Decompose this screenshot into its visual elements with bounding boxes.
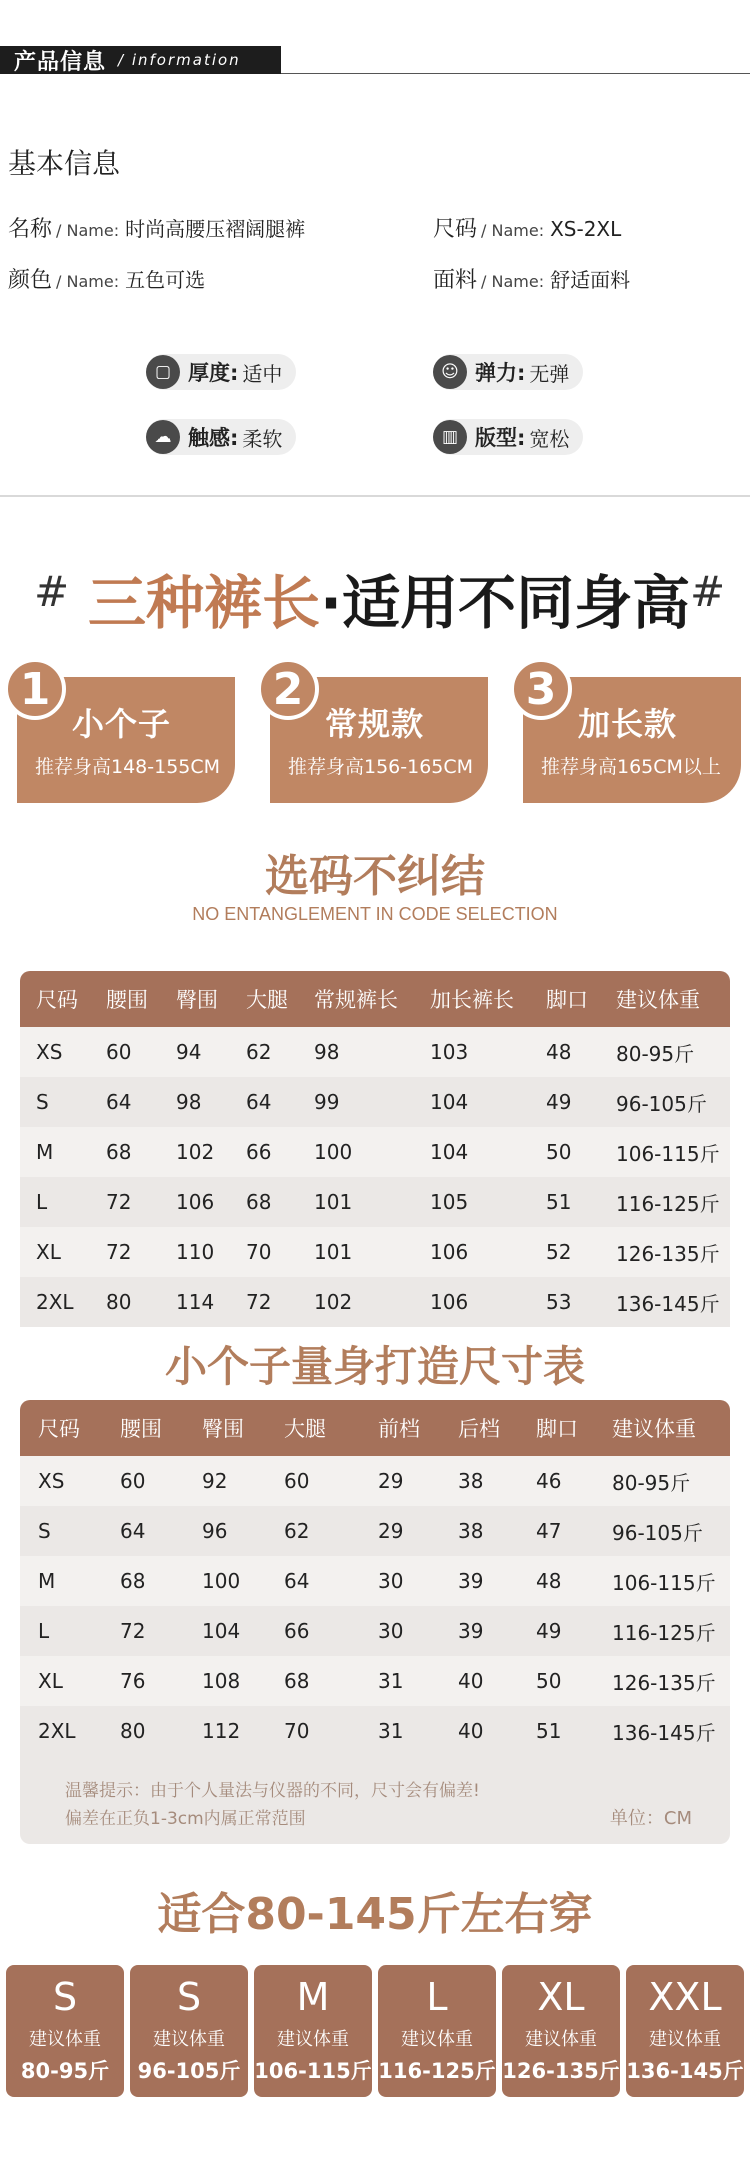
header-divider xyxy=(281,73,750,74)
table-cell: 60 xyxy=(284,1469,310,1493)
info-key: 面料 xyxy=(433,268,478,293)
column-header: 尺码 xyxy=(36,988,78,1012)
table-cell: 51 xyxy=(546,1190,572,1214)
weight-card-label: 建议体重 xyxy=(401,2029,473,2050)
info-name-label: / Name: xyxy=(481,221,545,240)
table-row xyxy=(20,1706,730,1756)
table-cell: 92 xyxy=(202,1469,228,1493)
table-note xyxy=(20,1756,730,1844)
table-row xyxy=(20,1077,730,1127)
table-cell: 50 xyxy=(546,1140,572,1164)
table-row xyxy=(20,1456,730,1506)
table-row xyxy=(20,1606,730,1656)
length-card-name: 小个子 xyxy=(72,705,172,743)
table-cell: 126-135斤 xyxy=(612,1670,716,1695)
column-header: 臀围 xyxy=(202,1417,244,1441)
table-cell: 106-115斤 xyxy=(616,1141,720,1166)
weight-card-size: S xyxy=(176,1975,202,2019)
column-header: 脚口 xyxy=(536,1417,578,1441)
table-cell: 66 xyxy=(246,1140,272,1164)
length-card-number: 3 xyxy=(510,658,572,720)
info-field-fabric xyxy=(433,263,630,294)
info-name-label: / Name: xyxy=(56,272,120,291)
table-header xyxy=(20,971,730,1027)
hash-right: # xyxy=(690,567,726,616)
table-cell: 29 xyxy=(378,1469,404,1493)
table-cell: 31 xyxy=(378,1669,404,1693)
column-header: 大腿 xyxy=(246,988,288,1012)
table-cell: 64 xyxy=(120,1519,146,1543)
info-name-label: / Name: xyxy=(481,272,545,291)
column-header: 建议体重 xyxy=(612,1417,696,1441)
weight-card xyxy=(130,1965,248,2097)
table-cell: L xyxy=(38,1619,50,1643)
attribute-key: 弹力: xyxy=(475,361,526,385)
table-cell: 72 xyxy=(246,1290,272,1314)
table-cell: 80 xyxy=(106,1290,132,1314)
fit-icon: ▥ xyxy=(433,420,467,454)
table-cell: 72 xyxy=(106,1190,132,1214)
note-tolerance: 偏差在正负1-3cm内属正常范围 xyxy=(65,1809,306,1829)
table-cell: 136-145斤 xyxy=(616,1291,720,1316)
column-header: 腰围 xyxy=(106,988,148,1012)
table-cell: S xyxy=(38,1519,51,1543)
weight-card xyxy=(254,1965,372,2097)
attribute-value: 柔软 xyxy=(242,426,283,451)
table-cell: 72 xyxy=(106,1240,132,1264)
section-header-subtitle: / information xyxy=(118,51,241,69)
petite-table-title: 小个子量身打造尺寸表 xyxy=(164,1342,585,1391)
note-tip: 温馨提示：由于个人量法与仪器的不同，尺寸会有偏差! xyxy=(65,1781,480,1801)
info-field-color xyxy=(8,263,205,294)
table-row xyxy=(20,1556,730,1606)
table-row xyxy=(20,1656,730,1706)
table-cell: 104 xyxy=(430,1090,469,1114)
table-cell: 98 xyxy=(314,1040,340,1064)
table-row xyxy=(20,1227,730,1277)
table-cell: 2XL xyxy=(38,1719,76,1743)
table-cell: 62 xyxy=(246,1040,272,1064)
table-cell: 48 xyxy=(546,1040,572,1064)
attribute-value: 宽松 xyxy=(529,426,570,451)
column-header: 臀围 xyxy=(176,988,218,1012)
table-cell: 106 xyxy=(176,1190,215,1214)
attribute-value: 适中 xyxy=(242,361,283,386)
table-cell: 96-105斤 xyxy=(616,1091,707,1116)
lengths-title-highlight: 三种裤长 xyxy=(88,569,321,637)
table-cell: 53 xyxy=(546,1290,572,1314)
table-cell: 80-95斤 xyxy=(612,1470,691,1495)
table-cell: 49 xyxy=(546,1090,572,1114)
touch-icon: ☁ xyxy=(146,420,180,454)
table-row xyxy=(20,1027,730,1077)
table-cell: 76 xyxy=(120,1669,146,1693)
attribute-key: 触感: xyxy=(188,426,239,450)
table-cell: 62 xyxy=(284,1519,310,1543)
weight-card-label: 建议体重 xyxy=(525,2029,597,2050)
section-divider xyxy=(0,495,750,497)
info-name-label: / Name: xyxy=(56,221,120,240)
weight-card-size: S xyxy=(52,1975,78,2019)
table-cell: 2XL xyxy=(36,1290,74,1314)
table-row xyxy=(20,1506,730,1556)
hash-left: # xyxy=(34,567,70,616)
length-card-name: 加长款 xyxy=(578,705,678,743)
table-cell: 50 xyxy=(536,1669,562,1693)
info-key: 颜色 xyxy=(8,268,53,293)
weight-card-size: XXL xyxy=(648,1975,722,2019)
table-cell: XS xyxy=(36,1040,63,1064)
column-header: 加长裤长 xyxy=(430,988,514,1012)
table-cell: 60 xyxy=(106,1040,132,1064)
size-section-title: 选码不纠结 xyxy=(265,851,485,902)
info-value: 时尚高腰压褶阔腿裤 xyxy=(125,217,306,241)
weight-card xyxy=(6,1965,124,2097)
table-header xyxy=(20,1400,730,1456)
attribute-thickness xyxy=(146,354,296,390)
table-cell: 94 xyxy=(176,1040,202,1064)
weight-card xyxy=(378,1965,496,2097)
table-cell: 46 xyxy=(536,1469,562,1493)
section-header-title: 产品信息 xyxy=(14,49,107,75)
table-cell: 100 xyxy=(202,1569,241,1593)
weight-card-range: 80-95斤 xyxy=(20,2059,110,2083)
lengths-title-dot: · xyxy=(320,569,343,637)
table-cell: 52 xyxy=(546,1240,572,1264)
table-cell: 30 xyxy=(378,1619,404,1643)
table-cell: XL xyxy=(36,1240,61,1264)
table-row xyxy=(20,1277,730,1327)
table-cell: 31 xyxy=(378,1719,404,1743)
thickness-icon: ▢ xyxy=(146,355,180,389)
table-cell: 70 xyxy=(246,1240,272,1264)
size-table-petite xyxy=(20,1400,730,1844)
weight-card-label: 建议体重 xyxy=(29,2029,101,2050)
weight-card-range: 96-105斤 xyxy=(137,2059,241,2083)
attribute-touch xyxy=(146,419,296,455)
lengths-title-rest: 适用不同身高 xyxy=(342,569,691,637)
table-cell: 68 xyxy=(106,1140,132,1164)
table-cell: 64 xyxy=(106,1090,132,1114)
note-unit: 单位：CM xyxy=(609,1808,692,1829)
table-cell: 102 xyxy=(314,1290,353,1314)
table-cell: 106 xyxy=(430,1290,469,1314)
table-cell: 29 xyxy=(378,1519,404,1543)
info-field-name xyxy=(8,212,305,243)
table-cell: 60 xyxy=(120,1469,146,1493)
table-cell: 68 xyxy=(246,1190,272,1214)
table-cell: 96-105斤 xyxy=(612,1520,703,1545)
table-cell: M xyxy=(38,1569,56,1593)
attribute-value: 无弹 xyxy=(529,361,570,386)
weight-card-label: 建议体重 xyxy=(649,2029,721,2050)
table-cell: 126-135斤 xyxy=(616,1241,720,1266)
length-card-desc: 推荐身高156-165CM xyxy=(288,756,474,778)
attribute-fit xyxy=(433,419,583,455)
column-header: 脚口 xyxy=(546,988,588,1012)
weight-card-range: 126-135斤 xyxy=(502,2059,620,2083)
weight-card-range: 116-125斤 xyxy=(378,2059,496,2083)
table-cell: 101 xyxy=(314,1190,353,1214)
weight-card xyxy=(626,1965,744,2097)
table-cell: 99 xyxy=(314,1090,340,1114)
length-card-number: 2 xyxy=(257,658,319,720)
weight-card-size: M xyxy=(296,1975,330,2019)
column-header: 常规裤长 xyxy=(314,988,398,1012)
table-cell: 48 xyxy=(536,1569,562,1593)
info-value: XS-2XL xyxy=(550,217,622,241)
table-cell: 39 xyxy=(458,1619,484,1643)
table-cell: 102 xyxy=(176,1140,215,1164)
weight-card-label: 建议体重 xyxy=(277,2029,349,2050)
table-cell: 30 xyxy=(378,1569,404,1593)
table-cell: 72 xyxy=(120,1619,146,1643)
table-cell: 80-95斤 xyxy=(616,1041,695,1066)
table-cell: 116-125斤 xyxy=(616,1191,720,1216)
table-row xyxy=(20,1127,730,1177)
table-cell: S xyxy=(36,1090,49,1114)
column-header: 前档 xyxy=(378,1417,420,1441)
table-cell: 101 xyxy=(314,1240,353,1264)
attribute-key: 厚度: xyxy=(188,361,239,385)
table-cell: 104 xyxy=(430,1140,469,1164)
size-section-subtitle: NO ENTANGLEMENT IN CODE SELECTION xyxy=(192,904,558,924)
table-cell: 108 xyxy=(202,1669,241,1693)
table-cell: 112 xyxy=(202,1719,241,1743)
column-header: 腰围 xyxy=(120,1417,162,1441)
weight-section-title: 适合80-145斤左右穿 xyxy=(157,1889,593,1940)
basic-info-heading: 基本信息 xyxy=(8,147,121,180)
table-cell: 98 xyxy=(176,1090,202,1114)
table-cell: 49 xyxy=(536,1619,562,1643)
table-cell: 110 xyxy=(176,1240,215,1264)
table-cell: 106-115斤 xyxy=(612,1570,716,1595)
weight-card-range: 136-145斤 xyxy=(626,2059,744,2083)
table-cell: 68 xyxy=(120,1569,146,1593)
column-header: 尺码 xyxy=(38,1417,80,1441)
table-cell: 96 xyxy=(202,1519,228,1543)
length-card-name: 常规款 xyxy=(325,705,425,743)
column-header: 大腿 xyxy=(284,1417,326,1441)
length-card-desc: 推荐身高148-155CM xyxy=(35,756,221,778)
table-cell: 40 xyxy=(458,1719,484,1743)
attribute-elasticity xyxy=(433,354,583,390)
table-cell: 38 xyxy=(458,1519,484,1543)
table-cell: 114 xyxy=(176,1290,215,1314)
table-cell: 66 xyxy=(284,1619,310,1643)
table-cell: 136-145斤 xyxy=(612,1720,716,1745)
weight-card-size: L xyxy=(426,1975,448,2019)
table-cell: 70 xyxy=(284,1719,310,1743)
info-value: 五色可选 xyxy=(125,268,206,292)
table-cell: 47 xyxy=(536,1519,562,1543)
table-cell: M xyxy=(36,1140,54,1164)
table-cell: 64 xyxy=(284,1569,310,1593)
table-cell: XS xyxy=(38,1469,65,1493)
length-card-number: 1 xyxy=(4,658,66,720)
table-cell: 68 xyxy=(284,1669,310,1693)
size-table-regular xyxy=(20,971,730,1327)
table-cell: 100 xyxy=(314,1140,353,1164)
info-field-size xyxy=(433,212,621,243)
weight-card-label: 建议体重 xyxy=(153,2029,225,2050)
table-cell: 104 xyxy=(202,1619,241,1643)
section-header-bar xyxy=(0,46,281,74)
weight-card xyxy=(502,1965,620,2097)
weight-card-size: XL xyxy=(537,1975,585,2019)
table-cell: L xyxy=(36,1190,48,1214)
weight-card-range: 106-115斤 xyxy=(254,2059,372,2083)
length-card-desc: 推荐身高165CM以上 xyxy=(541,756,721,778)
info-value: 舒适面料 xyxy=(550,268,631,292)
table-cell: 51 xyxy=(536,1719,562,1743)
info-key: 尺码 xyxy=(433,217,478,242)
lengths-title xyxy=(88,556,690,640)
column-header: 建议体重 xyxy=(616,988,700,1012)
table-cell: 40 xyxy=(458,1669,484,1693)
column-header: 后档 xyxy=(458,1417,500,1441)
table-row xyxy=(20,1177,730,1227)
table-cell: 105 xyxy=(430,1190,469,1214)
table-cell: 116-125斤 xyxy=(612,1620,716,1645)
info-key: 名称 xyxy=(8,217,53,242)
table-cell: 38 xyxy=(458,1469,484,1493)
table-cell: 64 xyxy=(246,1090,272,1114)
table-cell: 80 xyxy=(120,1719,146,1743)
table-cell: 103 xyxy=(430,1040,469,1064)
table-cell: 39 xyxy=(458,1569,484,1593)
attribute-key: 版型: xyxy=(475,426,526,450)
table-cell: 106 xyxy=(430,1240,469,1264)
elasticity-icon: ☺ xyxy=(433,355,467,389)
table-cell: XL xyxy=(38,1669,63,1693)
